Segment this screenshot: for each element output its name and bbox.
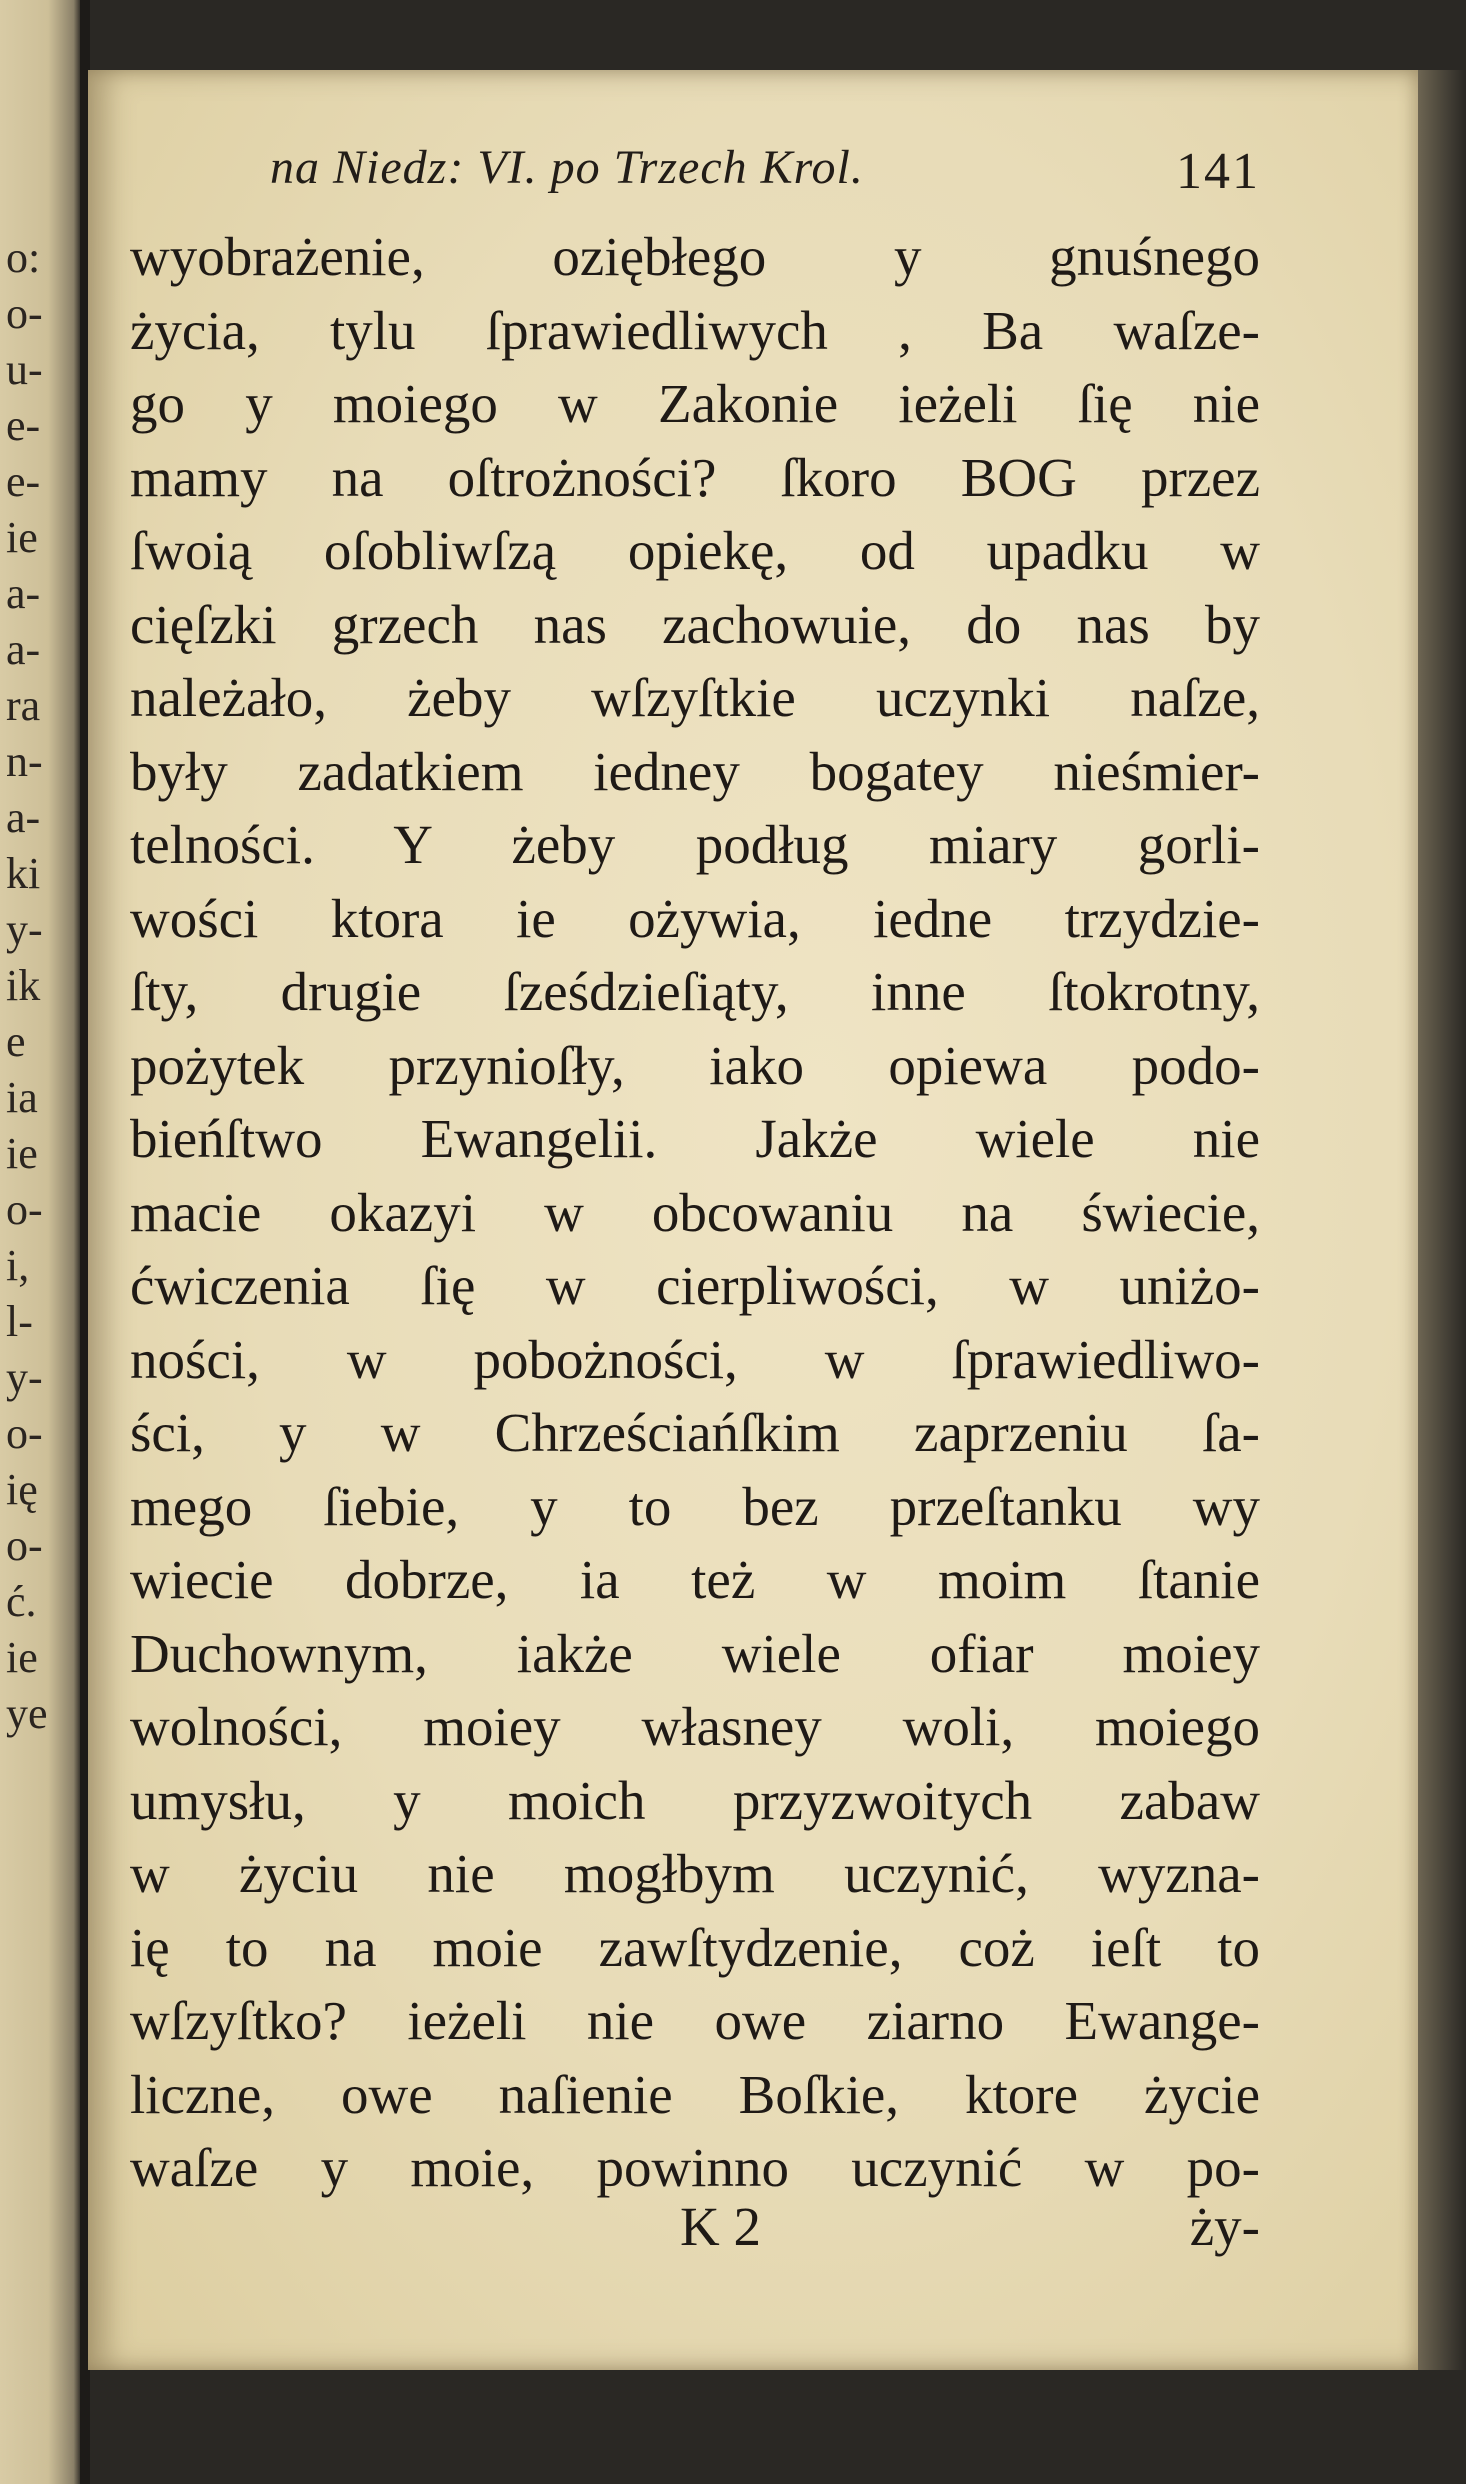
text-line: mego ſiebie, y to bez przeſtanku wy bbox=[130, 1475, 1260, 1537]
margin-fragment: o- bbox=[6, 1185, 43, 1234]
text-line: życia, tylu ſprawiedliwych , Ba waſze- bbox=[130, 299, 1260, 361]
margin-fragment: o- bbox=[6, 1409, 43, 1458]
text-line: wſzyſtko? ieżeli nie owe ziarno Ewange- bbox=[130, 1990, 1260, 2051]
margin-fragment: e- bbox=[6, 401, 41, 450]
text-line: Duchownym, iakże wiele ofiar moiey bbox=[130, 1622, 1260, 1684]
page-number: 141 bbox=[1176, 143, 1260, 200]
catchword: ży- bbox=[1189, 2196, 1260, 2257]
text-line: liczne, owe naſienie Boſkie, ktore życie bbox=[130, 2063, 1260, 2125]
text-line: pożytek przynioſły, iako opiewa podo- bbox=[130, 1034, 1260, 1096]
text-line: macie okazyi w obcowaniu na świecie, bbox=[130, 1181, 1260, 1243]
body-text bbox=[130, 220, 1260, 2205]
margin-fragment: ie bbox=[6, 1633, 38, 1682]
margin-fragment: y- bbox=[6, 1353, 43, 1402]
previous-page-text-column bbox=[0, 230, 80, 1742]
page-edge-shadow bbox=[1418, 70, 1466, 2370]
margin-fragment: e- bbox=[6, 457, 41, 506]
margin-fragment: ra bbox=[6, 681, 41, 730]
margin-fragment: a- bbox=[6, 625, 41, 674]
margin-fragment: a- bbox=[6, 793, 41, 842]
signature-mark: K 2 bbox=[680, 2196, 761, 2257]
text-line: ſty, drugie ſześdzieſiąty, inne ſtokrotny, bbox=[130, 961, 1260, 1022]
text-line: ności, w pobożności, w ſprawiedliwo- bbox=[130, 1328, 1260, 1390]
margin-fragment: ye bbox=[6, 1689, 48, 1738]
margin-fragment: u- bbox=[6, 345, 43, 394]
margin-fragment: e bbox=[6, 1017, 26, 1066]
text-line: były zadatkiem iedney bogatey nieśmier- bbox=[130, 740, 1260, 802]
text-line: w życiu nie mogłbym uczynić, wyzna- bbox=[130, 1843, 1260, 1904]
text-line: ię to na moie zawſtydzenie, coż ieſt to bbox=[130, 1916, 1260, 1978]
margin-fragment: n- bbox=[6, 737, 43, 786]
text-line: ści, y w Chrześciańſkim zaprzeniu ſa- bbox=[130, 1402, 1260, 1463]
text-line: mamy na oſtrożności? ſkoro BOG przez bbox=[130, 446, 1260, 508]
margin-fragment: a- bbox=[6, 569, 41, 618]
previous-page-edge bbox=[0, 0, 80, 2484]
margin-fragment: ki bbox=[6, 849, 41, 898]
margin-fragment: ie bbox=[6, 513, 38, 562]
text-line: umysłu, y moich przyzwoitych zabaw bbox=[130, 1769, 1260, 1831]
margin-fragment: i, bbox=[6, 1241, 30, 1290]
catchline bbox=[130, 2195, 1260, 2265]
text-line: bieńſtwo Ewangelii. Jakże wiele nie bbox=[130, 1108, 1260, 1169]
text-line: wiecie dobrze, ia też w moim ſtanie bbox=[130, 1549, 1260, 1610]
text-line: cięſzki grzech nas zachowuie, do nas by bbox=[130, 593, 1260, 655]
text-line: telności. Y żeby podług miary gorli- bbox=[130, 814, 1260, 875]
text-line: ćwiczenia ſię w cierpliwości, w uniżo- bbox=[130, 1255, 1260, 1316]
margin-fragment: l- bbox=[6, 1297, 33, 1346]
margin-fragment: ię bbox=[6, 1465, 38, 1514]
margin-fragment: y- bbox=[6, 905, 43, 954]
text-line: wolności, moiey własney woli, moiego bbox=[130, 1696, 1260, 1757]
text-line: go y moiego w Zakonie ieżeli ſię nie bbox=[130, 373, 1260, 434]
text-line: wyobrażenie, oziębłego y gnuśnego bbox=[130, 226, 1260, 287]
margin-fragment: ć. bbox=[6, 1577, 37, 1626]
text-line: ſwoią oſobliwſzą opiekę, od upadku w bbox=[130, 520, 1260, 581]
margin-fragment: o: bbox=[6, 233, 41, 282]
text-line: wości ktora ie ożywia, iedne trzydzie- bbox=[130, 887, 1260, 949]
margin-fragment: ik bbox=[6, 961, 41, 1010]
page-header bbox=[180, 140, 1260, 210]
margin-fragment: o- bbox=[6, 1521, 43, 1570]
running-title: na Niedz: VI. po Trzech Krol. bbox=[270, 141, 864, 194]
text-line: waſze y moie, powinno uczynić w po- bbox=[130, 2137, 1260, 2198]
text-line: należało, żeby wſzyſtkie uczynki naſze, bbox=[130, 667, 1260, 728]
margin-fragment: ie bbox=[6, 1129, 38, 1178]
margin-fragment: o- bbox=[6, 289, 43, 338]
margin-fragment: ia bbox=[6, 1073, 38, 1122]
